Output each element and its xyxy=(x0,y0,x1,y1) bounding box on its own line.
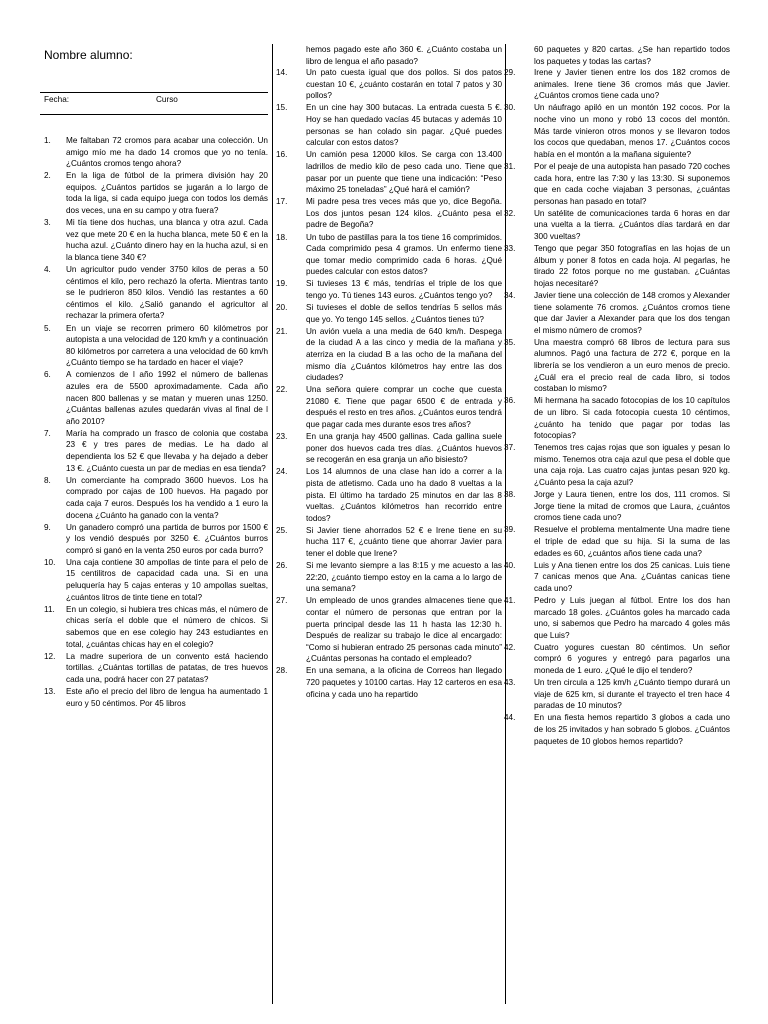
problem-item xyxy=(40,475,268,521)
column-2 xyxy=(272,44,506,1004)
problem-item xyxy=(276,196,502,231)
problem-number: 37. xyxy=(504,443,516,453)
problem-text: Si Javier tiene ahorrados 52 € e Irene tiene en su hucha 117 €, ¿cuánto tiene que ahorrar Javier para tener el doble que Irene? xyxy=(306,525,502,559)
problem-list xyxy=(40,135,268,709)
problem-number: 16. xyxy=(276,150,288,160)
problem-item xyxy=(276,278,502,301)
problem-list xyxy=(276,67,502,700)
problem-item xyxy=(40,522,268,557)
problem-number: 25. xyxy=(276,525,288,535)
problem-number: 29. xyxy=(504,68,516,78)
problem-text: Javier tiene una colección de 148 cromos y Alexander tiene solamente 76 cromos. ¿Cuántos cromos tiene que dar Javier a Alexander para que los dos tengan el mismo número de cromos? xyxy=(534,290,730,335)
problem-item xyxy=(504,208,730,243)
problem-number: 13. xyxy=(44,686,56,696)
problem-number: 36. xyxy=(504,396,516,406)
problem-item xyxy=(504,290,730,336)
problem-number: 32. xyxy=(504,208,516,218)
problem-text: Una caja contiene 30 ampollas de tinte para el pelo de 15 centilitros de capacidad cada una. Si en una peluquería hay 5 cajas enteras y 10 ampollas sueltas, ¿cuántos litros de tinte tiene en total? xyxy=(66,557,268,602)
problem-text: Un avión vuela a una media de 640 km/h. Despega de la ciudad A a las cinco y media de la mañana y aterriza en la ciudad B a las ocho de la mañana del mismo día ¿Cuántos kilómetros hay entre las dos ciudades? xyxy=(306,326,502,383)
problem-item xyxy=(504,642,730,677)
problem-text: A comienzos de l año 1992 el número de ballenas azules era de 5500 aproximadamente. Cada año nacen 800 ballenas y se matan y mueren unas 1250. ¿Cuántas ballenas azules quedarán vivas al final de l año 2010? xyxy=(66,370,268,426)
problem-number: 12. xyxy=(44,651,56,661)
problem-number: 9. xyxy=(44,522,51,532)
problem-number: 40. xyxy=(504,560,516,570)
problem-item xyxy=(276,466,502,524)
problem-item xyxy=(276,67,502,102)
problem-text: María ha comprado un frasco de colonia que costaba 23 € y tres pares de medias. Le ha dado al dependienta los 52 € que llevaba y ha dejado a deber 13 €. ¿Cuánto cuesta un par de medias en esa tienda? xyxy=(66,428,268,473)
problem-list xyxy=(504,67,730,747)
problem-text: Luis y Ana tienen entre los dos 25 canicas. Luis tiene 7 canicas menos que Ana. ¿Cuántas canicas tiene cada uno? xyxy=(534,560,730,593)
problem-item xyxy=(276,302,502,325)
problem-number: 2. xyxy=(44,171,51,181)
problem-number: 31. xyxy=(504,161,516,171)
problem-text: Cuatro yogures cuestan 80 céntimos. Un señor compró 6 yogures y entregó para pagarlos una moneda de 1 euro. ¿Qué le dijo el tendero? xyxy=(534,642,730,675)
problem-text: Un empleado de unos grandes almacenes tiene que contar el número de personas que entran por la puerta principal desde las 11 h hasta las 12:30 h. Después de realizar su trabajo le dice al encargado: “Como si hubieran entrado 25 personas cada minuto” ¿Cuántas personas ha contado el empleado? xyxy=(306,596,502,664)
problem-number: 17. xyxy=(276,197,288,207)
problem-text: Mi tía tiene dos huchas, una blanca y otra azul. Cada vez que mete 20 € en la hucha blanca, mete 50 € en la hucha azul. ¿Cuánto dinero hay en la hucha azul, si en la blanca tiene 340 €? xyxy=(66,218,268,262)
problem-item xyxy=(504,712,730,747)
problem-text: En la liga de fútbol de la primera división hay 20 equipos. ¿Cuántos partidos se jugarán a lo largo de toda la liga, si cada equipo juega con todos los demás dos veces, una en su campo y otra fuera? xyxy=(66,171,268,216)
problem-text: Los 14 alumnos de una clase han ido a correr a la pista de atletismo. Cada uno ha dado 8 vueltas a la pista. El último ha tardado 25 minutos en dar las 8 vueltas. ¿Cuántos kilómetros han recorrido entre todos? xyxy=(306,467,502,523)
problem-item xyxy=(40,135,268,170)
header-row xyxy=(40,92,268,115)
problem-text: Este año el precio del libro de lengua ha aumentado 1 euro y 50 céntimos. Por 45 libros xyxy=(66,686,268,708)
problem-item xyxy=(504,677,730,712)
problem-text: Un agricultor pudo vender 3750 kilos de peras a 50 céntimos el kilo, pero rechazó la oferta. Mientras tanto se le pudrieron 850 kilos. Vendió las restantes a 60 céntimos el kilo. ¿Salió ganando el agricultor al rechazar la primera oferta? xyxy=(66,265,268,321)
problem-number: 4. xyxy=(44,265,51,275)
problem-number: 39. xyxy=(504,525,516,535)
problem-number: 15. xyxy=(276,103,288,113)
problem-item xyxy=(504,595,730,641)
problem-text: Tenemos tres cajas rojas que son iguales y pesan lo mismo. Tenemos otra caja azul que pesa el doble que una caja roja. Las cuatro cajas juntas pesan 920 kg. ¿Cuánto pesa la caja azul? xyxy=(534,443,730,487)
column-1 xyxy=(40,44,268,710)
problem-text: Pedro y Luis juegan al fútbol. Entre los dos han marcado 18 goles. ¿Cuántos goles ha marcado cada uno, si sabemos que Pedro ha marcado 4 goles más que Luis? xyxy=(534,595,730,640)
problem-item xyxy=(504,337,730,395)
problem-text: Mi hermana ha sacado fotocopias de los 10 capítulos de un libro. Si cada fotocopia cuesta 10 céntimos, ¿cuánto ha tenido que pagar por todas las fotocopias? xyxy=(534,396,730,441)
problem-text: Un náufrago apiló en un montón 192 cocos. Por la noche vino un mono y robó 13 cocos del montón. Más tarde vinieron otros monos y se llevaron todos los cocos que quedaban, menos 17. ¿Cuántos cocos había en el montón a la mañana siguiente? xyxy=(534,103,730,159)
problem-number: 20. xyxy=(276,303,288,313)
problem-text: Me faltaban 72 cromos para acabar una colección. Un amigo mío me ha dado 14 cromos que yo no tenía. ¿Cuántos cromos tengo ahora? xyxy=(66,136,268,169)
problem-item xyxy=(40,604,268,650)
course-label: Curso xyxy=(156,95,178,104)
problem-item xyxy=(276,665,502,700)
problem-item xyxy=(504,243,730,289)
problem-number: 41. xyxy=(504,595,516,605)
problem-item xyxy=(276,431,502,466)
problem-text: Resuelve el problema mentalmente Una madre tiene el triple de edad que su hija. Si la suma de las edades es 60, ¿cuántos años tiene cada una? xyxy=(534,525,730,558)
problem-item xyxy=(276,232,502,278)
problem-item xyxy=(40,428,268,474)
problem-text: Un pato cuesta igual que dos pollos. Si dos patos cuestan 10 €, ¿cuánto costarán en total 7 patos y 30 pollos? xyxy=(306,68,502,101)
problem-item xyxy=(40,217,268,263)
problem-text: Irene y Javier tienen entre los dos 182 cromos de animales. Irene tiene 36 cromos más que Javier. ¿Cuántos cromos tiene cada uno? xyxy=(534,68,730,101)
problem-number: 7. xyxy=(44,428,51,438)
problem-item xyxy=(504,395,730,441)
problem-text: Un camión pesa 12000 kilos. Se carga con 13.400 ladrillos de medio kilo de peso cada uno. Tiene que pasar por un puente que tiene una indicación: “Peso máximo 25 toneladas” ¿Qué hará el camión? xyxy=(306,150,502,195)
problem-item xyxy=(504,161,730,207)
problem-text: Una señora quiere comprar un coche que cuesta 21080 €. Tiene que pagar 6500 € de entrada y después el resto en tres años. ¿Cuántos euros tendrá que pagar cada mes durante esos tres años? xyxy=(306,385,502,429)
problem-number: 23. xyxy=(276,432,288,442)
problem-text: Un tren circula a 125 km/h ¿Cuánto tiempo durará un viaje de 625 km, si durante el trayecto el tren hace 4 paradas de 10 minutos? xyxy=(534,678,730,711)
problem-number: 24. xyxy=(276,467,288,477)
problem-item xyxy=(504,560,730,595)
problem-number: 42. xyxy=(504,642,516,652)
problem-item xyxy=(40,170,268,216)
problem-item xyxy=(276,149,502,195)
problem-number: 1. xyxy=(44,136,51,145)
problem-item xyxy=(276,525,502,560)
problem-item xyxy=(504,442,730,488)
problem-text: En una granja hay 4500 gallinas. Cada gallina suele poner dos huevos cada tres días. ¿Cuántos huevos se recogerán en esa granja un año bisiesto? xyxy=(306,432,502,465)
problem-number: 6. xyxy=(44,370,51,380)
problem-number: 44. xyxy=(504,713,516,723)
problem-number: 43. xyxy=(504,678,516,688)
problem-text: En una fiesta hemos repartido 3 globos a cada uno de los 25 invitados y han sobrado 5 globos. ¿Cuántos paquetes de 10 globos hemos repartido? xyxy=(534,713,730,746)
problem-text: Tengo que pegar 350 fotografías en las hojas de un álbum y poner 8 fotos en cada hoja. Al pegarlas, he tirado 22 fotos porque no me gustaban. ¿Cuántas hojas necesitaré? xyxy=(534,244,730,288)
problem-text: Una maestra compró 68 libros de lectura para sus alumnos. Pagó una factura de 272 €, porque en la librería se los vendieron a un euro menos de precio. ¿Cuál era el precio real de cada libro, si todos costaban lo mismo? xyxy=(534,337,730,394)
problem-text: Mi padre pesa tres veces más que yo, dice Begoña. Los dos juntos pesan 124 kilos. ¿Cuánto pesa el padre de Begoña? xyxy=(306,197,502,230)
problem-item xyxy=(276,326,502,384)
problem-text: Si tuvieses 13 € más, tendrías el triple de los que tengo yo. Tú tienes 143 euros. ¿Cuántos tengo yo? xyxy=(306,279,502,300)
column-3 xyxy=(504,44,730,748)
problem-number: 21. xyxy=(276,326,288,336)
continued-text: 60 paquetes y 820 cartas. ¿Se han repartido todos los paquetes y todas las cartas? xyxy=(534,45,730,66)
problem-text: Un ganadero compró una partida de burros por 1500 € y los vendió después por 3250 €. ¿Cuántos burros compró si ganó en la venta 250 euros por cada burro? xyxy=(66,522,268,555)
problem-item xyxy=(504,524,730,559)
problem-item xyxy=(276,384,502,430)
problem-text: Un tubo de pastillas para la tos tiene 16 comprimidos. Cada comprimido pesa 4 gramos. Un enfermo tiene que tomar medio comprimido cada 6 horas. ¿Qué puedes calcular con estos datos? xyxy=(306,232,502,277)
problem-number: 35. xyxy=(504,337,516,347)
problem-text: La madre superiora de un convento está haciendo tortillas. ¿Cuántas tortillas de patatas, de tres huevos cada una, podrá hacer con 27 patatas? xyxy=(66,651,268,684)
problem-text: Un satélite de comunicaciones tarda 6 horas en dar una vuelta a la tierra. ¿Cuántos días tardará en dar 300 vueltas? xyxy=(534,208,730,241)
problem-item xyxy=(40,651,268,686)
problem-item xyxy=(40,369,268,427)
problem-text: En un cine hay 300 butacas. La entrada cuesta 5 €. Hoy se han quedado vacías 45 butacas y además 10 personas se han colado sin pagar. ¿Qué puedes calcular con estos datos? xyxy=(306,103,502,148)
problem-item xyxy=(40,686,268,709)
problem-item xyxy=(276,560,502,595)
problem-number: 10. xyxy=(44,557,56,567)
problem-item xyxy=(276,595,502,665)
problem-text: En una semana, a la oficina de Correos han llegado 720 paquetes y 10100 cartas. Hay 12 carteros en esa oficina y cada uno ha repartido xyxy=(306,666,502,699)
problem-number: 30. xyxy=(504,103,516,113)
problem-item xyxy=(504,102,730,160)
problem-item xyxy=(40,323,268,369)
problem-number: 38. xyxy=(504,490,516,500)
problem-number: 11. xyxy=(44,604,55,614)
problem-text: En un colegio, si hubiera tres chicas más, el número de chicas sería el doble que el número de chicos. Si sabemos que en ese colegio hay 243 estudiantes en total, ¿cuántas chicas hay en el colegio? xyxy=(66,604,268,649)
continued-text: hemos pagado este año 360 €. ¿Cuánto costaba un libro de lengua el año pasado? xyxy=(306,45,502,66)
problem-number: 3. xyxy=(44,218,51,228)
student-name-label: Nombre alumno: xyxy=(44,48,133,62)
problem-item xyxy=(504,67,730,102)
problem-number: 18. xyxy=(276,232,288,242)
problem-number: 34. xyxy=(504,290,516,300)
problem-text: Por el peaje de una autopista han pasado 720 coches cada hora, entre las 7:30 y las 13:30. Si suponemos que en cada coche viajaban 3 personas, ¿cuántas personas han pasado en total? xyxy=(534,161,730,206)
problem-text: En un viaje se recorren primero 60 kilómetros por autopista a una velocidad de 120 km/h y a continuación 80 kilómetros por carretera a una velocidad de 60 km/h ¿Cuánto tiempo se ha tardado en hacer el viaje? xyxy=(66,323,268,368)
problem-number: 26. xyxy=(276,561,288,571)
problem-number: 33. xyxy=(504,244,516,254)
problem-item xyxy=(276,102,502,148)
problem-text: Un comerciante ha comprado 3600 huevos. Los ha comprado por cajas de 100 huevos. Ha pagado por cada caja 7 euros. Después los ha vendido a 1 euro la docena ¿Cuánto ha ganado con la venta? xyxy=(66,475,268,520)
problem-number: 5. xyxy=(44,323,51,333)
problem-number: 8. xyxy=(44,475,51,485)
problem-text: Jorge y Laura tienen, entre los dos, 111 cromos. Si Jorge tiene la mitad de cromos que Laura, ¿cuántos cromos tiene cada uno? xyxy=(534,490,730,523)
problem-item xyxy=(504,489,730,524)
problem-text: Si me levanto siempre a las 8:15 y me acuesto a las 22:20, ¿cuánto tiempo estoy en la cama a lo largo de una semana? xyxy=(306,561,502,594)
problem-item xyxy=(40,264,268,322)
problem-number: 28. xyxy=(276,666,288,676)
problem-text: Si tuvieses el doble de sellos tendrías 5 sellos más que yo. Yo tengo 145 sellos. ¿Cuántos tienes tú? xyxy=(306,303,502,324)
problem-number: 14. xyxy=(276,68,288,78)
problem-item xyxy=(40,557,268,603)
date-label: Fecha: xyxy=(44,95,70,104)
problem-number: 27. xyxy=(276,596,288,606)
problem-number: 22. xyxy=(276,385,288,395)
problem-number: 19. xyxy=(276,279,288,289)
